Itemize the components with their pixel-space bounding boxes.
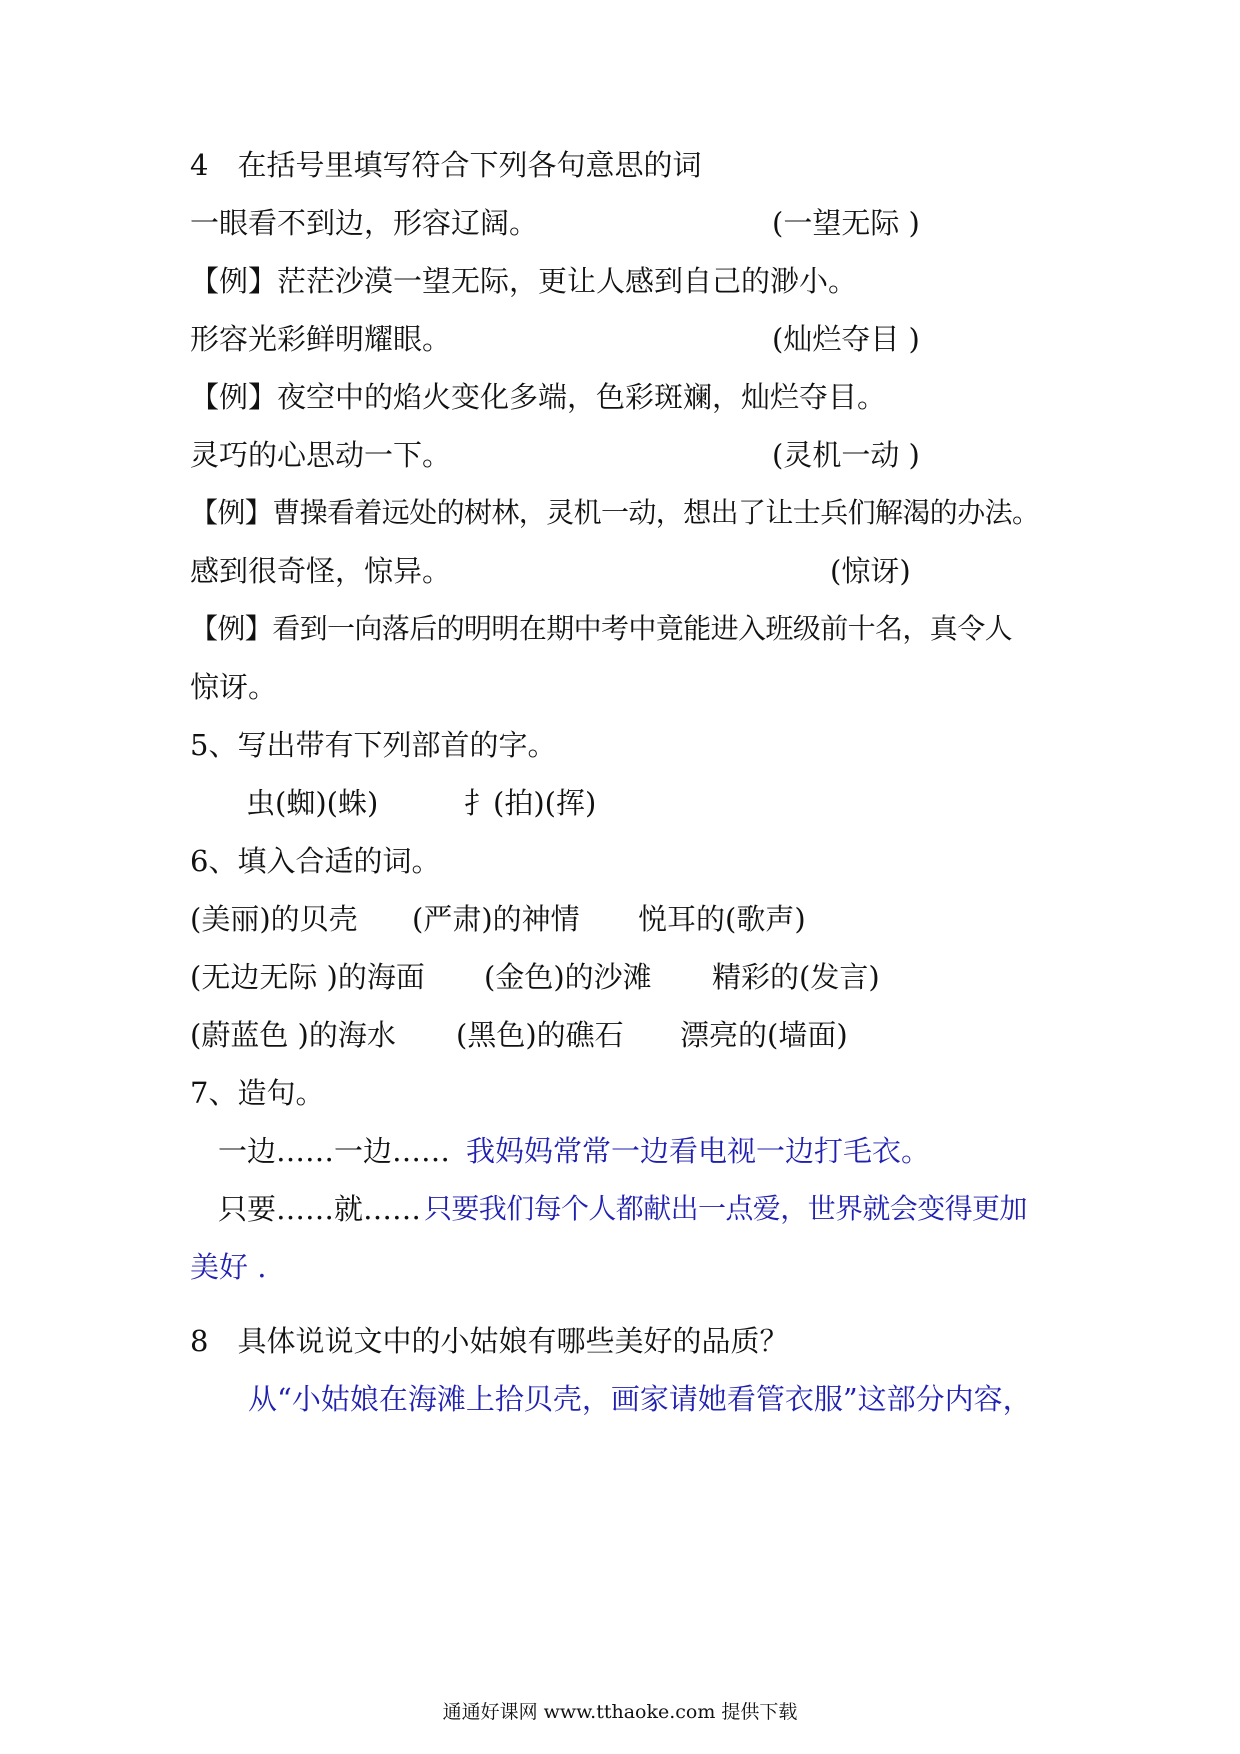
q4-def-2: 形容光彩鲜明耀眼。 [190, 322, 452, 356]
q4-example-4: 【例】看到一向落后的明明在期中考中竟能进入班级前十名，真令人 [190, 612, 1013, 645]
q4-example-2: 【例】夜空中的焰火变化多端，色彩斑斓，灿烂夺目。 [190, 380, 887, 414]
q7-sentence-2-answer: 只要我们每个人都献出一点爱，世界就会变得更加 [424, 1192, 1027, 1225]
q4-answer-2: (灿烂夺目 ) [772, 322, 920, 356]
q6-row3-item2: (黑色)的礁石 [456, 1018, 624, 1052]
q5-radical-1: 虫(蜘)(蛛) [246, 786, 379, 820]
q6-row2-item2: (金色)的沙滩 [484, 960, 652, 994]
q4-example-3: 【例】曹操看着远处的树林，灵机一动，想出了让士兵们解渴的办法。 [190, 496, 1040, 529]
q4-def-3: 灵巧的心思动一下。 [190, 438, 452, 472]
q4-example-4-cont: 惊讶。 [190, 670, 278, 704]
q4-answer-1: (一望无际 ) [772, 206, 920, 240]
q4-title: 4 在括号里填写符合下列各句意思的词 [190, 148, 702, 182]
q4-answer-3: (灵机一动 ) [772, 438, 920, 472]
q6-row1-item3: 悦耳的(歌声) [638, 902, 806, 936]
q6-row2-item1: (无边无际 )的海面 [190, 960, 425, 994]
q6-row3-item1: (蔚蓝色 )的海水 [190, 1018, 396, 1052]
q6-row1-item2: (严肃)的神情 [412, 902, 580, 936]
q8-title: 8 具体说说文中的小姑娘有哪些美好的品质？ [190, 1324, 789, 1358]
q4-answer-4: (惊讶) [830, 554, 911, 588]
footer-credit: 通通好课网 www.tthaoke.com 提供下载 [442, 1701, 798, 1723]
q5-radical-2: 扌(拍)(挥) [464, 786, 597, 820]
q4-example-1: 【例】茫茫沙漠一望无际，更让人感到自己的渺小。 [190, 264, 858, 298]
q6-row2-item3: 精彩的(发言) [712, 960, 880, 994]
q4-def-4: 感到很奇怪，惊异。 [190, 554, 452, 588]
q5-title: 5、写出带有下列部首的字。 [190, 728, 557, 762]
q7-title: 7、造句。 [190, 1076, 325, 1110]
q6-title: 6、填入合适的词。 [190, 844, 441, 878]
q7-sentence-2-prompt: 只要……就…… [218, 1192, 422, 1226]
q6-row3-item3: 漂亮的(墙面) [680, 1018, 848, 1052]
q6-row1-item1: (美丽)的贝壳 [190, 902, 358, 936]
q4-def-1: 一眼看不到边，形容辽阔。 [190, 206, 539, 240]
q7-sentence-1-prompt: 一边……一边…… [218, 1134, 451, 1168]
q7-sentence-1-answer: 我妈妈常常一边看电视一边打毛衣。 [466, 1134, 931, 1168]
q8-answer-text: 从“小姑娘在海滩上拾贝壳，画家请她看管衣服”这部分内容， [248, 1382, 1032, 1416]
q7-sentence-2-answer-cont: 美好 . [190, 1250, 267, 1284]
